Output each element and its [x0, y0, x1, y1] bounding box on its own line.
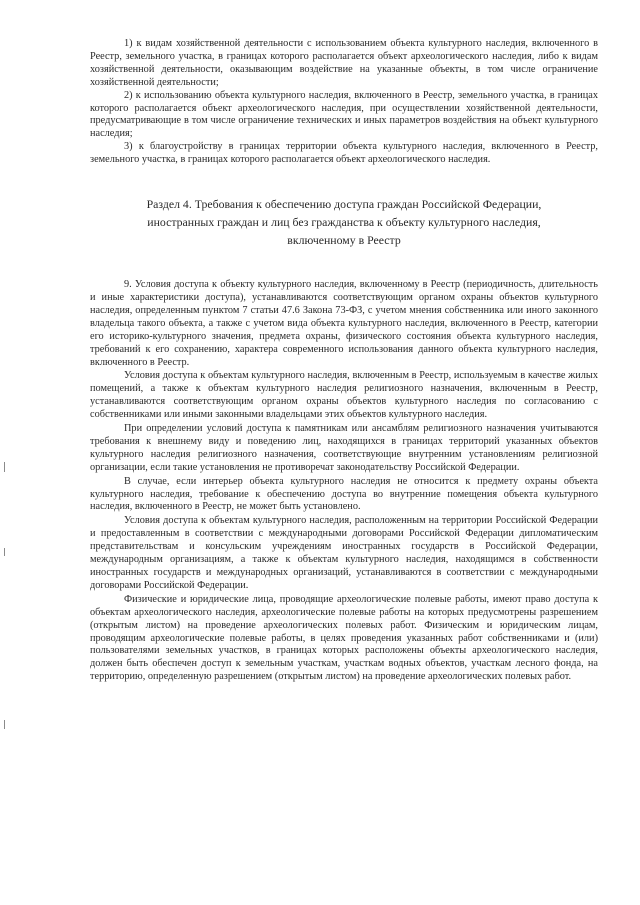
- paragraph: Условия доступа к объектам культурного наследия, расположенным на территории Российской Федерации и предоставленным в соответствии с международными договорами Российской Федерации дипломатическим представительствам и консульским учреждениям иностранных государств в Российской Федерации, международным организациям, а также к объектам культурного наследия, находящимся в собственности иностранных государств и международных организаций, устанавливаются в соответствии с международными договорами Российской Федерации.: [90, 515, 598, 591]
- paragraph: В случае, если интерьер объекта культурного наследия не относится к предмету охраны объекта культурного наследия, требование к обеспечению доступа во внутренние помещения объекта культурного наследия, включенного в Реестр, не может быть установлено.: [90, 475, 598, 513]
- section-heading-line: иностранных граждан и лиц без гражданства к объекту культурного наследия,: [147, 215, 541, 230]
- list-item: 1) к видам хозяйственной деятельности с использованием объекта культурного наследия, включенного в Реестр, земельного участка, в границах которого располагается объект археологического наследия, либо к видам хозяйственной деятельности, оказывающим воздействие на указанные объекты, в том числе ограничение хозяйственной деятельности;: [90, 38, 598, 88]
- section-heading: [90, 195, 598, 249]
- section-heading-line: включенному в Реестр: [287, 233, 401, 248]
- paragraph: Физические и юридические лица, проводящие археологические полевые работы, имеют право доступа к объектам археологического наследия, археологические полевые работы на которых предусмотрены разрешением (открытым листом) на проведение археологических полевых работ. Физическим и юридическим лицам, проводящим археологические полевые работы, в целях проведения указанных работ собственниками и (или) пользователями земельных участков, в границах которых расположены объекты археологического наследия, должен быть обеспечен доступ к земельным участкам, участкам водных объектов, участкам лесного фонда, на территорию, определенную разрешением (открытым листом) на проведение археологических полевых работ.: [90, 593, 598, 683]
- paragraph: 9. Условия доступа к объекту культурного наследия, включенному в Реестр (периодичность, длительность и иные характеристики доступа), устанавливаются соответствующим органом охраны объектов культурного наследия, определенным пунктом 7 статьи 47.6 Закона 73-ФЗ, с учетом мнения собственника или иного законного владельца такого объекта, а также с учетом вида объекта культурного наследия, включенного в Реестр, категории его историко-культурного значения, предмета охраны, физического состояния объекта культурного наследия, требований к его сохранению, характера современного использования данного объекта культурного наследия, включенного в Реестр.: [90, 279, 598, 368]
- requirements-list: [90, 38, 598, 167]
- scan-margin-mark: [4, 720, 5, 729]
- list-item: 2) к использованию объекта культурного наследия, включенного в Реестр, земельного участка, в границах которого располагается объект археологического наследия, при осуществлении хозяйственной деятельности, предусматривающие в том числе ограничение технических и иных параметров воздействия на объект культурного наследия;: [90, 89, 598, 140]
- scan-margin-mark: [4, 462, 5, 472]
- section-heading-line: Раздел 4. Требования к обеспечению доступа граждан Российской Федерации,: [146, 197, 542, 212]
- list-item: 3) к благоустройству в границах территории объекта культурного наследия, включенного в Реестр, земельного участка, в границах которого располагается объект археологического наследия.: [90, 141, 598, 166]
- paragraph: При определении условий доступа к памятникам или ансамблям религиозного назначения учитываются требования к внешнему виду и поведению лиц, находящихся в границах территорий указанных объектов культурного наследия религиозного назначения, соответствующие внутренним установлениям религиозной организации, если такие установления не противоречат законодательству Российской Федерации.: [90, 423, 598, 473]
- scan-margin-mark: [4, 548, 5, 556]
- section-body: [90, 279, 598, 684]
- paragraph: Условия доступа к объектам культурного наследия, включенным в Реестр, используемым в качестве жилых помещений, а также к объектам культурного наследия религиозного назначения, включенным в Реестр, устанавливаются соответствующим органом охраны объектов культурного наследия по согласованию с собственниками или иными законными владельцами этих объектов культурного наследия.: [90, 370, 598, 421]
